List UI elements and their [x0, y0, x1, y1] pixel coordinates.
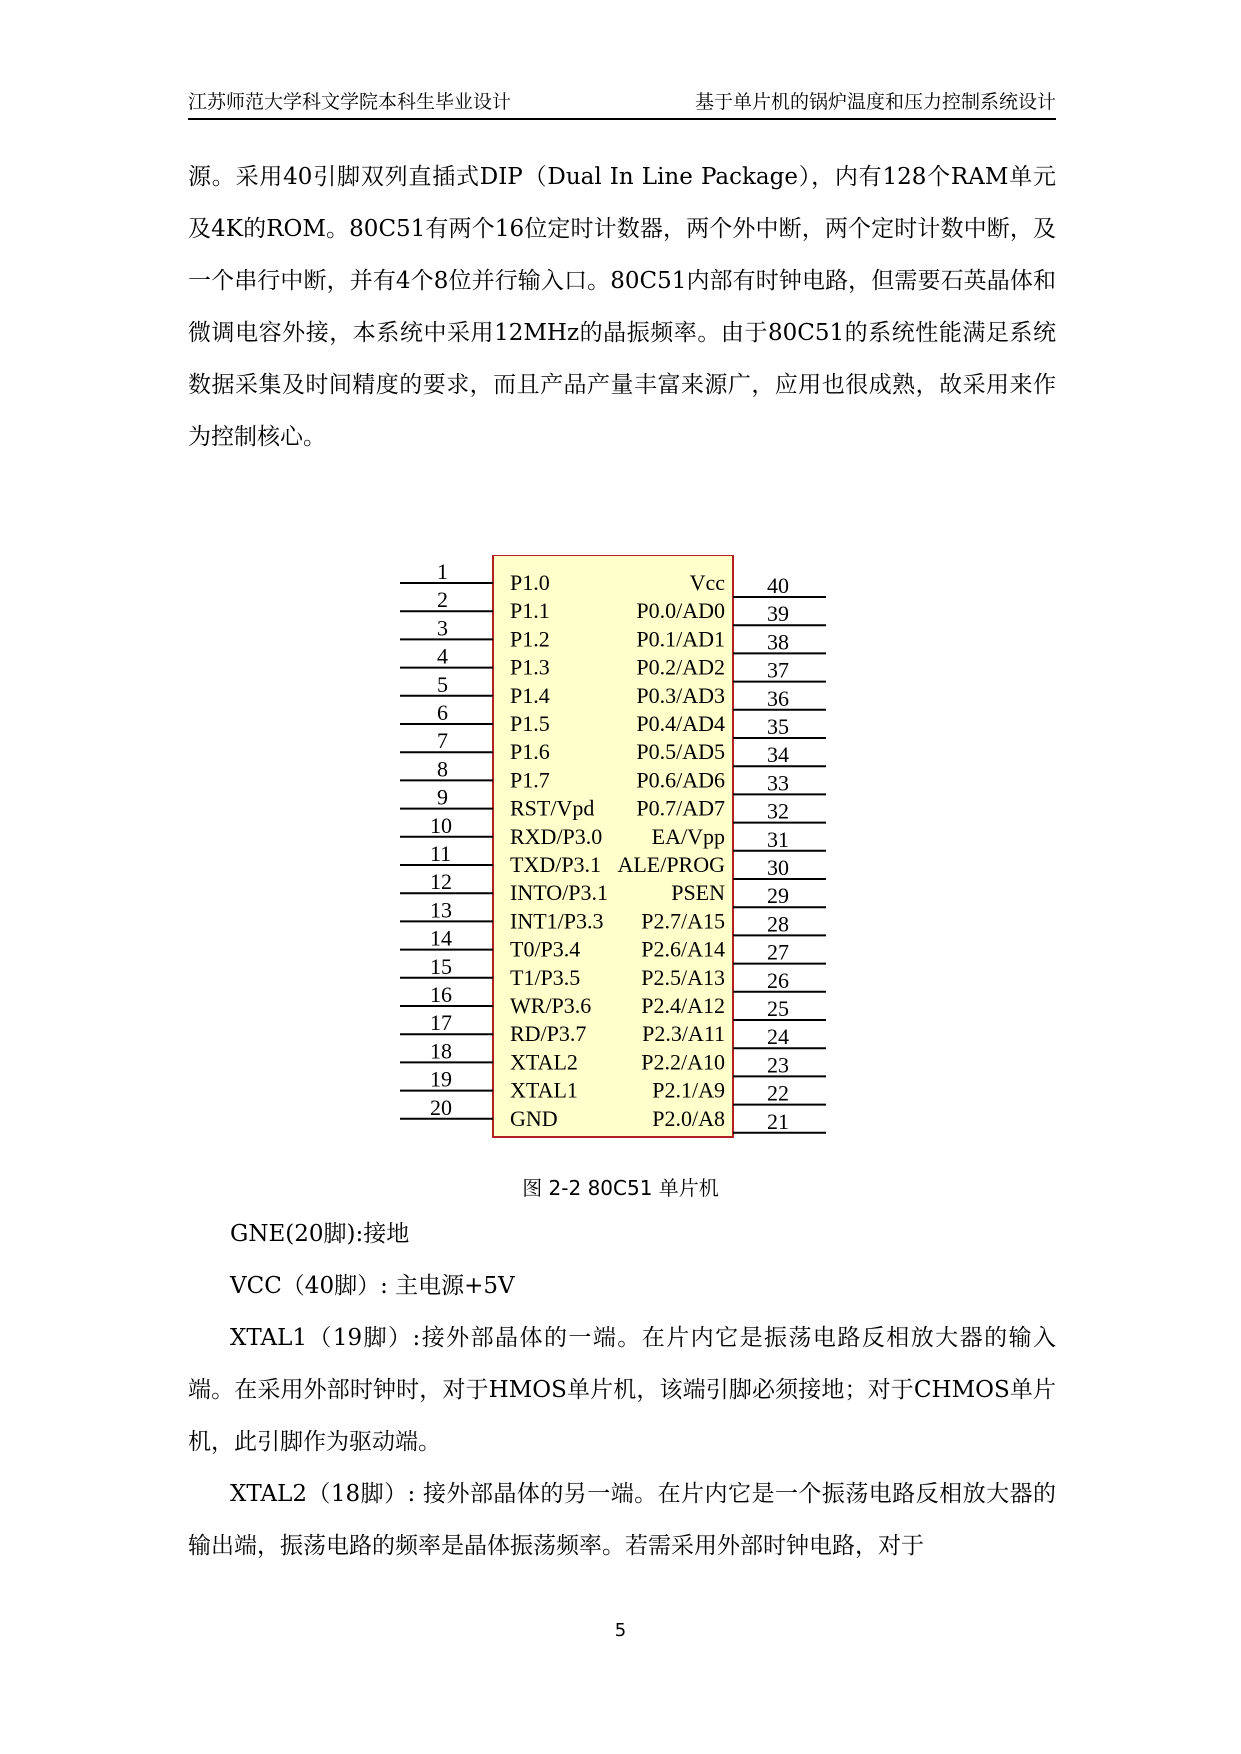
pin-number-9: 9 [437, 784, 448, 810]
pin-name-34: P0.5/AD5 [636, 739, 725, 765]
pin-name-28: P2.7/A15 [641, 908, 725, 934]
pin-definition-gnd: GNE(20脚):接地 [230, 1221, 410, 1247]
pin-name-2: P1.1 [510, 598, 550, 624]
pin-number-7: 7 [437, 728, 448, 754]
pin-name-16: WR/P3.6 [510, 993, 592, 1018]
pin-name-40: Vcc [689, 570, 725, 595]
pin-name-38: P0.1/AD1 [636, 626, 725, 652]
pin-definitions [188, 1208, 1056, 1572]
pin-number-15: 15 [430, 953, 452, 979]
pin-number-28: 28 [767, 911, 789, 937]
pin-name-10: RXD/P3.0 [510, 823, 603, 849]
pin-number-20: 20 [430, 1094, 452, 1120]
pin-number-38: 38 [767, 629, 789, 655]
pin-name-3: P1.2 [510, 626, 550, 652]
pin-name-33: P0.6/AD6 [636, 767, 725, 793]
pin-number-37: 37 [767, 657, 789, 683]
pin-number-19: 19 [430, 1066, 452, 1092]
pin-number-33: 33 [767, 770, 789, 796]
pin-name-32: P0.7/AD7 [636, 795, 725, 821]
pin-name-7: P1.6 [510, 739, 550, 765]
pin-number-36: 36 [767, 685, 789, 711]
pin-number-23: 23 [767, 1052, 789, 1078]
pin-name-1: P1.0 [510, 570, 550, 595]
pin-number-34: 34 [767, 742, 789, 768]
pin-definition-xtal1: XTAL1（19脚）:接外部晶体的一端。在片内它是振荡电路反相放大器的输入端。在采用外部时钟时，对于HMOS单片机，该端引脚必须接地；对于CHMOS单片机，此引脚作为驱动端。 [188, 1325, 1056, 1455]
pin-number-13: 13 [430, 897, 452, 923]
pin-name-31: EA/Vpp [651, 823, 725, 849]
pin-number-4: 4 [437, 643, 448, 669]
pin-number-11: 11 [430, 841, 452, 866]
pin-name-18: XTAL2 [510, 1049, 578, 1075]
figure-caption: 图 2-2 80C51 单片机 [522, 1176, 719, 1200]
header-right-text: 基于单片机的锅炉温度和压力控制系统设计 [694, 91, 1056, 113]
pin-number-21: 21 [767, 1108, 789, 1134]
pin-number-10: 10 [430, 812, 452, 838]
pin-name-35: P0.4/AD4 [636, 711, 725, 736]
pin-name-13: INT1/P3.3 [510, 908, 604, 934]
intro-paragraph: 源。采用40引脚双列直插式DIP（Dual In Line Package），内有128个RAM单元及4K的ROM。80C51有两个16位定时计数器，两个外中断，两个定时计数中断，及一个串行中断，并有4个8位并行输入口。80C51内部有时钟电路，但需要石英晶体和微调电容外接，本系统中采用12MHz的晶振频率。由于80C51的系统性能满足系统数据采集及时间精度的要求，而且产品产量丰富来源广，应用也很成熟，故采用来作为控制核心。 [188, 164, 1056, 450]
pin-number-22: 22 [767, 1080, 789, 1106]
pin-number-31: 31 [767, 826, 789, 852]
pin-name-8: P1.7 [510, 767, 550, 793]
pin-name-21: P2.0/A8 [652, 1105, 725, 1131]
pin-number-3: 3 [437, 615, 448, 641]
pin-number-5: 5 [437, 671, 448, 697]
pin-name-22: P2.1/A9 [652, 1077, 725, 1103]
pin-number-32: 32 [767, 798, 789, 824]
pin-name-4: P1.3 [510, 654, 550, 680]
pin-number-6: 6 [437, 700, 448, 725]
pin-number-25: 25 [767, 996, 789, 1021]
pin-name-23: P2.2/A10 [641, 1049, 725, 1075]
pin-name-19: XTAL1 [510, 1077, 578, 1103]
pin-number-8: 8 [437, 756, 448, 782]
pin-name-15: T1/P3.5 [510, 964, 581, 990]
pin-number-30: 30 [767, 855, 789, 880]
pin-number-39: 39 [767, 601, 789, 627]
pin-number-12: 12 [430, 869, 452, 895]
pin-number-1: 1 [437, 559, 448, 584]
pin-name-5: P1.4 [510, 682, 550, 708]
pin-name-39: P0.0/AD0 [636, 598, 725, 624]
pin-definition-xtal2: XTAL2（18脚）: 接外部晶体的另一端。在片内它是一个振荡电路反相放大器的输出端，振荡电路的频率是晶体振荡频率。若需采用外部时钟电路，对于 [188, 1481, 1056, 1559]
pin-number-26: 26 [767, 967, 789, 993]
pin-name-17: RD/P3.7 [510, 1021, 587, 1047]
pin-name-37: P0.2/AD2 [636, 654, 725, 680]
pin-name-27: P2.6/A14 [641, 936, 725, 962]
pin-number-18: 18 [430, 1038, 452, 1064]
pin-name-25: P2.4/A12 [641, 993, 725, 1018]
chip-pinout-diagram [400, 555, 860, 1165]
pin-number-40: 40 [767, 573, 789, 598]
page-number: 5 [614, 1620, 627, 1641]
header-left-text: 江苏师范大学科文学院本科生毕业设计 [188, 91, 512, 113]
pin-name-30: ALE/PROG [617, 852, 725, 877]
right-pin-group [617, 570, 826, 1134]
page-header [188, 86, 1056, 120]
pin-name-12: INTO/P3.1 [510, 880, 608, 906]
pin-number-24: 24 [767, 1024, 789, 1050]
pin-number-29: 29 [767, 883, 789, 909]
pin-name-26: P2.5/A13 [641, 964, 725, 990]
pin-number-27: 27 [767, 939, 789, 965]
pin-name-14: T0/P3.4 [510, 936, 581, 962]
pin-number-14: 14 [430, 925, 452, 951]
pin-definition-vcc: VCC（40脚）: 主电源+5V [230, 1273, 515, 1299]
pin-number-17: 17 [430, 1010, 452, 1036]
pin-number-2: 2 [437, 587, 448, 613]
pin-name-24: P2.3/A11 [642, 1021, 725, 1047]
pin-name-6: P1.5 [510, 711, 550, 736]
pin-number-16: 16 [430, 982, 452, 1007]
pin-name-11: TXD/P3.1 [510, 852, 602, 877]
pin-number-35: 35 [767, 714, 789, 739]
pin-name-9: RST/Vpd [510, 795, 595, 821]
pin-name-29: PSEN [671, 880, 725, 906]
pin-name-36: P0.3/AD3 [636, 682, 725, 708]
pin-name-20: GND [510, 1105, 558, 1131]
